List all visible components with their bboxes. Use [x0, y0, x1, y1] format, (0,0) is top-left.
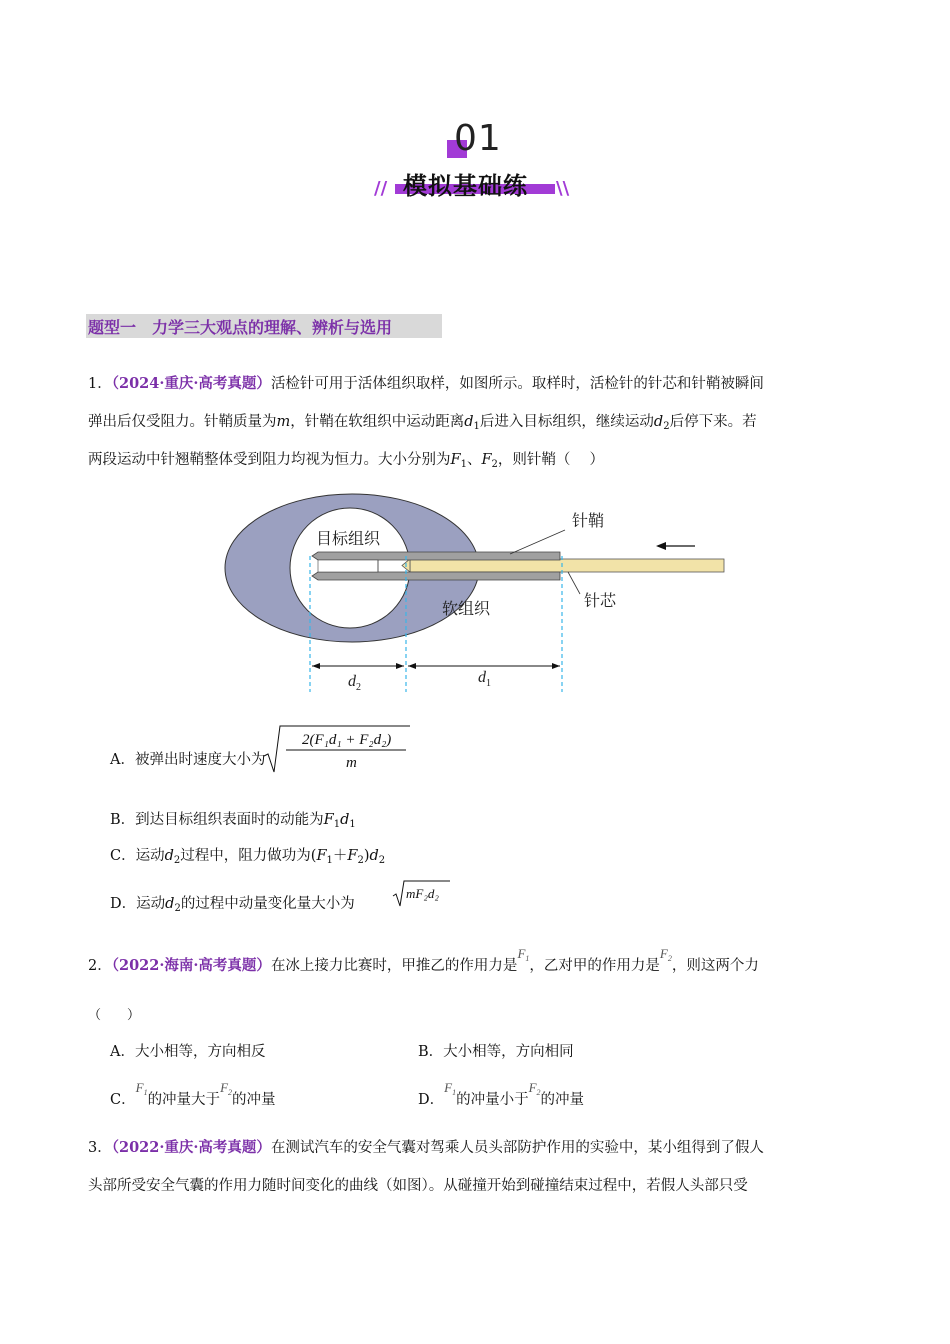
- q2-option-c[interactable]: C．$F_1$的冲量大于$F_2$的冲量: [110, 1080, 276, 1108]
- label-d2: $d_2$: [348, 673, 361, 693]
- q3-line-2: 头部所受安全气囊的作用力随时间变化的曲线（如图）。从碰撞开始到碰撞结束过程中，若假人头部只受: [88, 1178, 748, 1194]
- needle-sheath-lower: [312, 572, 560, 580]
- chapter-number: 01: [454, 118, 502, 159]
- label-soft-tissue: 软组织: [442, 599, 491, 618]
- q1-option-d[interactable]: D．运动$d_2$的过程中动量变化量大小为: [110, 896, 355, 914]
- section-title: 题型一 力学三大观点的理解、辨析与选用: [88, 318, 393, 337]
- q2-option-b[interactable]: B．大小相等，方向相同: [418, 1044, 574, 1060]
- q1-line-2: 弹出后仅受阻力。针鞘质量为m，针鞘在软组织中运动距离$d_1$后进入目标组织，继续运动$d_2$后停下来。若: [88, 414, 757, 432]
- svg-text:2(F₁d₁ + F₂d₂): 2(F₁d₁ + F₂d₂): [302, 732, 392, 748]
- slash-right-icon: \\: [556, 178, 570, 199]
- section-heading: [86, 314, 442, 338]
- svg-text:mF₂d₂: mF₂d₂: [406, 886, 439, 901]
- needle-core-shape: [410, 559, 724, 572]
- q2-option-d[interactable]: D．$F_1$的冲量小于$F_2$的冲量: [418, 1080, 585, 1108]
- biopsy-needle-figure: [220, 486, 740, 698]
- q1-option-b[interactable]: B．到达目标组织表面时的动能为$F_1d_1$: [110, 812, 356, 830]
- label-sheath: 针鞘: [572, 511, 605, 530]
- label-target-tissue: 目标组织: [316, 529, 381, 548]
- q2-option-a[interactable]: A．大小相等，方向相反: [110, 1044, 266, 1060]
- q1-option-a[interactable]: A．被弹出时速度大小为: [110, 752, 266, 768]
- q1-line-3: 两段运动中针翘鞘整体受到阻力均视为恒力。大小分别为$F_1$、$F_2$，则针鞘（ ）: [88, 452, 604, 470]
- svg-text:m: m: [346, 755, 357, 771]
- label-d1: $d_1$: [478, 669, 491, 689]
- formula-sqrt: [392, 878, 452, 908]
- needle-sheath-upper: [312, 552, 560, 560]
- slash-left-icon: //: [374, 178, 388, 199]
- formula-sqrt-fraction: [262, 722, 412, 774]
- q2-line-1: 2．（2022·海南·高考真题）在冰上接力比赛时，甲推乙的作用力是$F_1$，乙对甲的作用力是$F_2$，则这两个力: [88, 946, 759, 974]
- chapter-title: 模拟基础练: [403, 172, 528, 200]
- q3-line-1: 3．（2022·重庆·高考真题）在测试汽车的安全气囊对驾乘人员头部防护作用的实验中，某小组得到了假人: [88, 1139, 764, 1156]
- q2-line-2: （ ）: [88, 1008, 141, 1023]
- q1-line-1: 1．（2024·重庆·高考真题）活检针可用于活体组织取样，如图所示。取样时，活检针的针芯和针鞘被瞬间: [88, 375, 764, 392]
- label-core: 针芯: [584, 591, 617, 610]
- q1-option-c[interactable]: C．运动$d_2$过程中，阻力做功为$(F_1+F_2)d_2$: [110, 848, 386, 866]
